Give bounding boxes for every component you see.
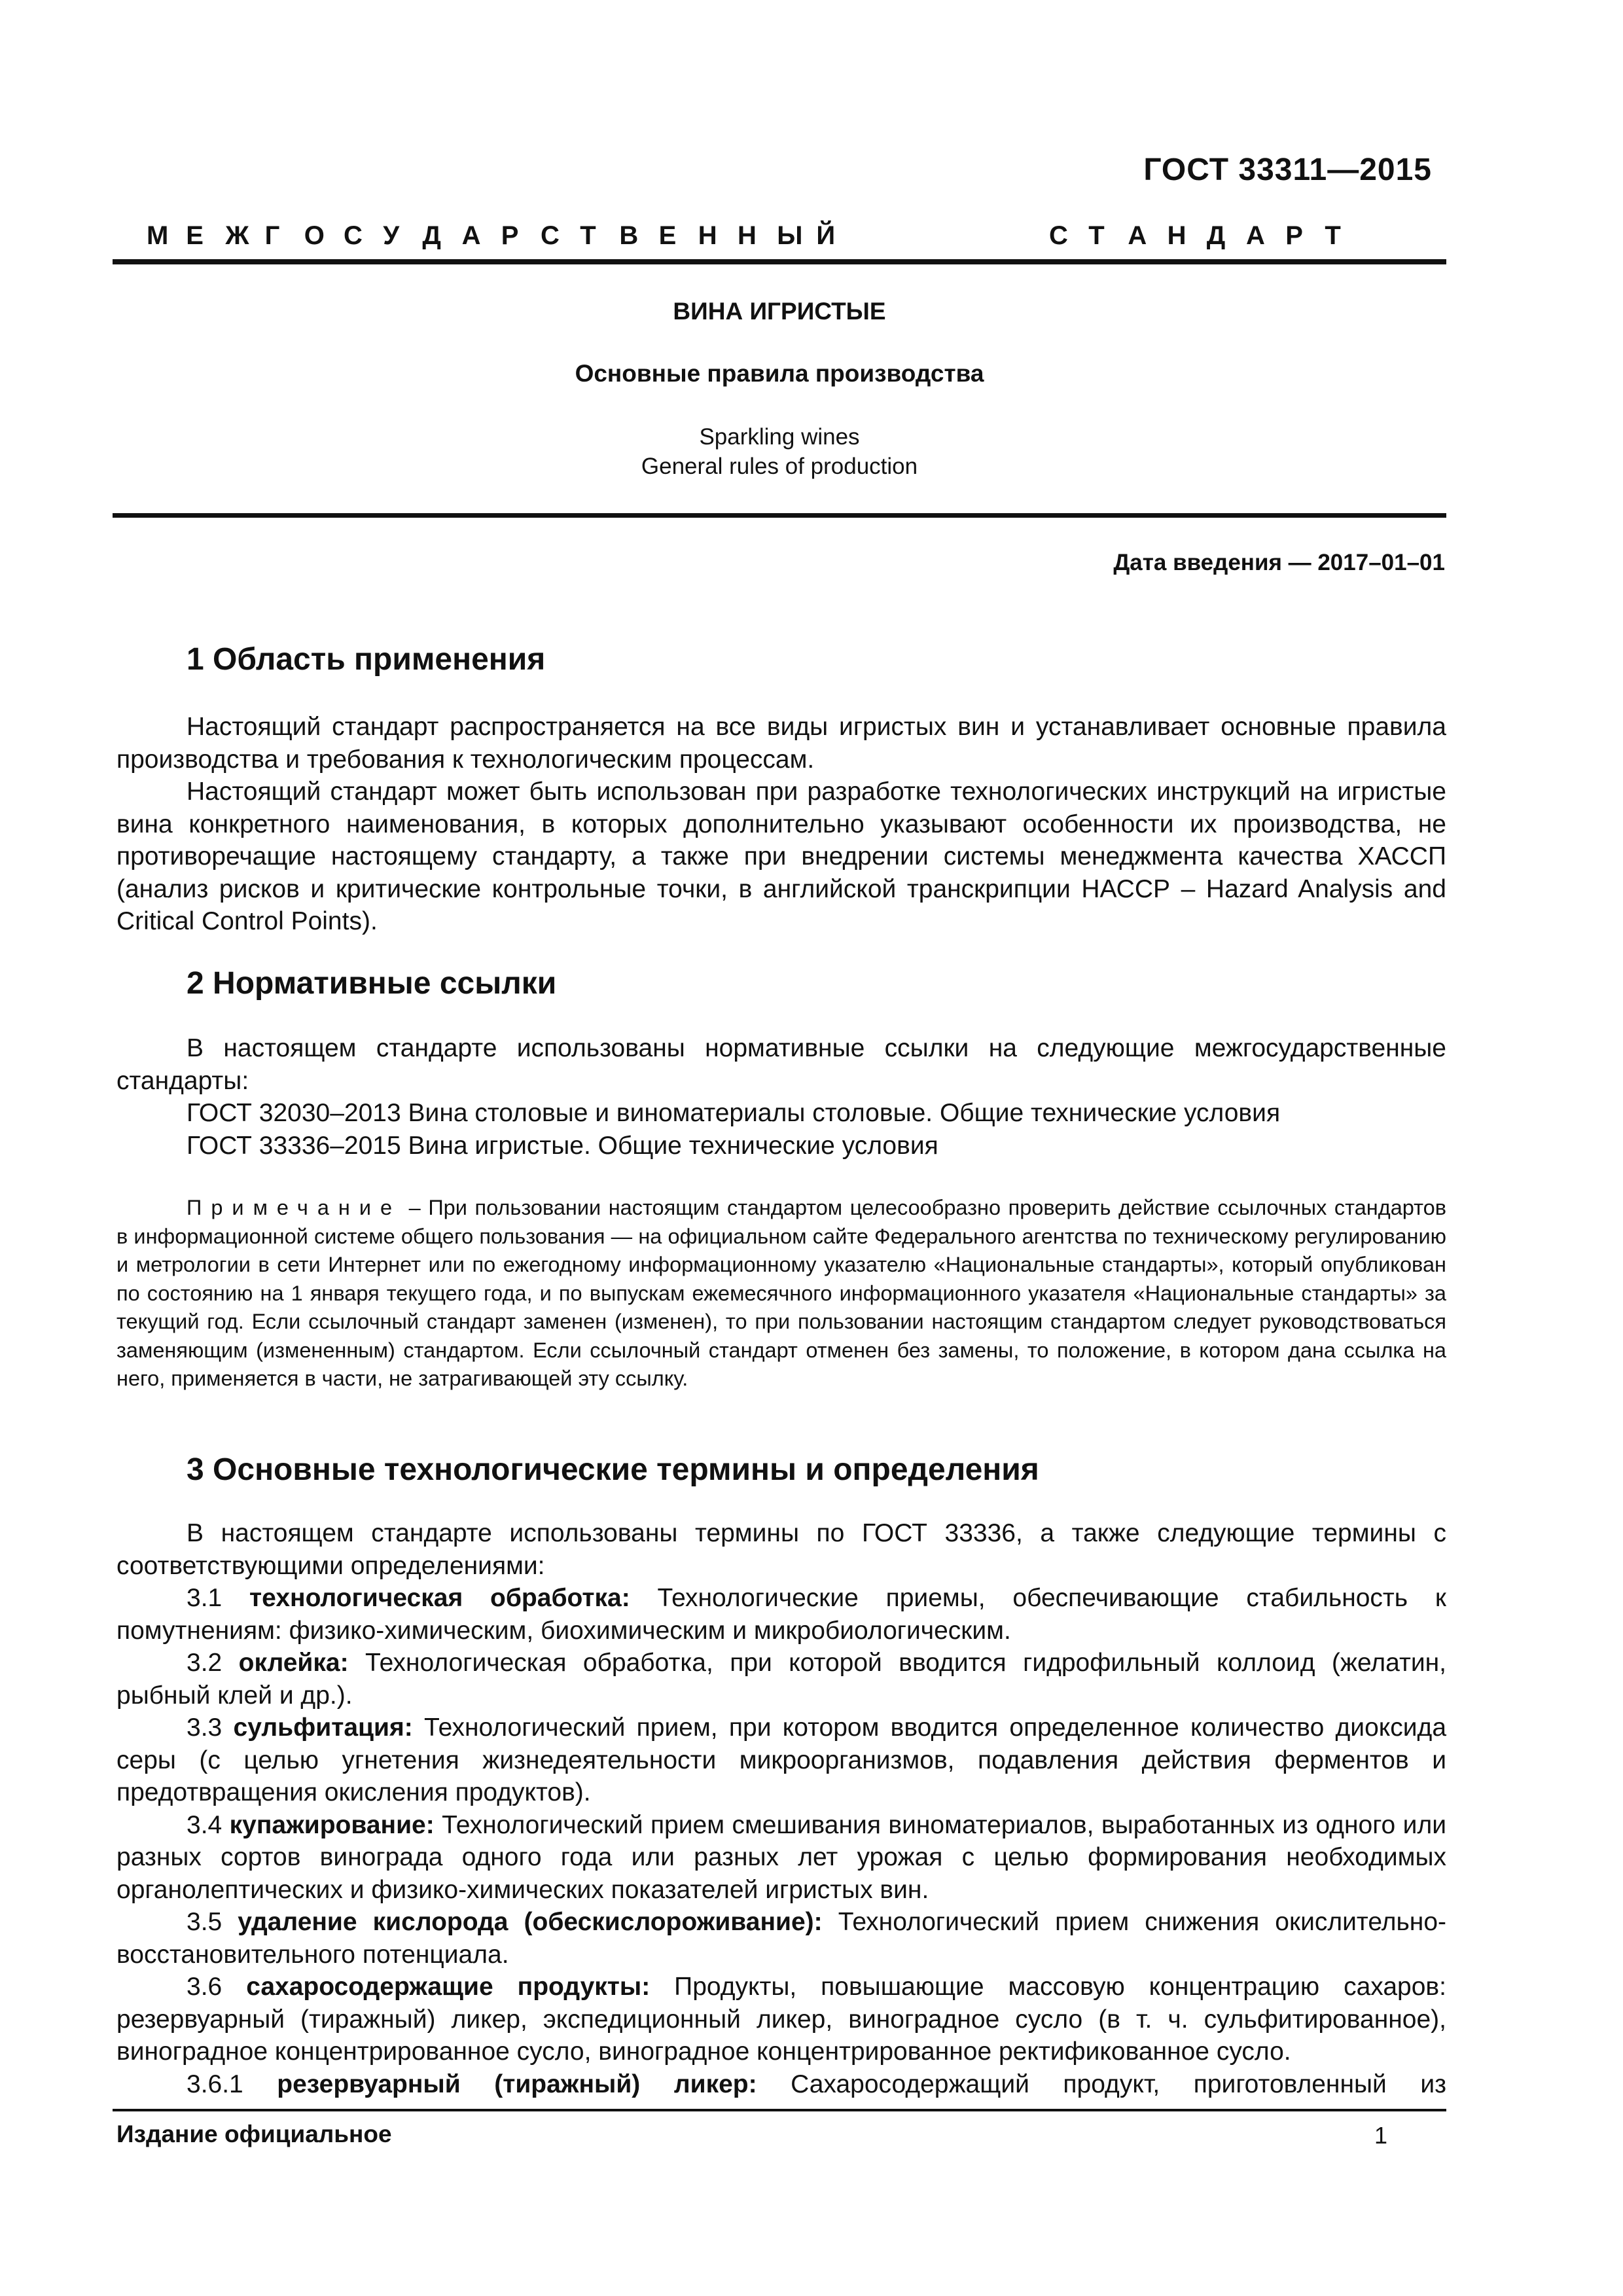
term-definition: Технологические приемы, обеспечивающие стабильность к помутнениям: физико-химическим, биохимическим и микробиологическим. — [116, 1584, 1446, 1645]
term-number: 3.2 — [187, 1649, 223, 1677]
term-3-6 — [116, 1971, 1446, 2068]
normative-reference-1: ГОСТ 32030–2013 Вина столовые и виноматериалы столовые. Общие технические условия — [187, 1099, 1281, 1127]
note-label: Примечание — [187, 1196, 402, 1219]
term-3-5 — [116, 1906, 1446, 1971]
term-number: 3.3 — [187, 1713, 223, 1742]
heading-letter: Т — [1325, 221, 1341, 250]
section-1-heading: 1 Область применения — [187, 642, 546, 677]
heading-letter: С — [541, 221, 560, 250]
term-name: оклейка: — [238, 1649, 349, 1677]
term-definition: Технологический прием смешивания виноматериалов, выработанных из одного или разных сортов винограда одного года или разных лет урожая с целью формирования необходимых органолептических и физико-химических показателей игристых вин. — [116, 1810, 1446, 1904]
header-rule — [113, 259, 1446, 264]
section-1-body — [116, 711, 1446, 938]
term-number: 3.6.1 — [187, 2070, 243, 2098]
interstate-standard-heading — [147, 221, 1390, 254]
document-title: ВИНА ИГРИСТЫЕ — [673, 298, 886, 325]
term-definition: Технологический прием, при котором вводится определенное количество диоксида серы (с целью угнетения жизнедеятельности микроорганизмов, подавления действия ферментов и предотвращения окисления продуктов). — [116, 1713, 1447, 1806]
heading-letter: Т — [580, 221, 596, 250]
section-3-intro: В настоящем стандарте использованы термины по ГОСТ 33336, а также следующие термины с соответствующими определениями: — [116, 1519, 1446, 1580]
section-3-body — [116, 1517, 1446, 2100]
gost-code: ГОСТ 33311—2015 — [1143, 152, 1432, 187]
heading-letter: С — [1049, 221, 1068, 250]
introduction-date: Дата введения — 2017–01–01 — [1113, 550, 1445, 575]
term-name: резервуарный (тиражный) ликер: — [277, 2070, 757, 2098]
official-edition-label: Издание официальное — [116, 2121, 392, 2147]
heading-letter: Е — [186, 221, 204, 250]
term-number: 3.4 — [187, 1810, 223, 1839]
term-name: сахаросодержащие продукты: — [246, 1973, 651, 2001]
heading-letter: Е — [658, 221, 677, 250]
heading-letter: О — [304, 221, 325, 250]
term-3-1 — [116, 1582, 1446, 1647]
document-subtitle: Основные правила производства — [575, 360, 984, 387]
heading-letter: Р — [501, 221, 519, 250]
section-2-note — [116, 1194, 1446, 1393]
section-1-paragraph-1: Настоящий стандарт распространяется на все виды игристых вин и устанавливает основные правила производства и требования к технологическим процессам. — [116, 713, 1446, 774]
section-2-heading: 2 Нормативные ссылки — [187, 966, 557, 1001]
section-1-paragraph-2: Настоящий стандарт может быть использован при разработке технологических инструкций на игристые вина конкретного наименования, в которых дополнительно указывают особенности их производства, не противоречащие настоящему стандарту, а также при внедрении системы менеджмента качества ХАССП (анализ рисков и критические контрольные точки, в английской транскрипции НАССР – Hazard Analysis and Critical Control Points). — [116, 778, 1446, 935]
term-definition: Технологический прием снижения окислительно-восстановительного потенциала. — [116, 1908, 1446, 1969]
heading-letter: А — [1128, 221, 1147, 250]
heading-letter: В — [619, 221, 639, 250]
heading-letter: С — [344, 221, 363, 250]
heading-letter: У — [383, 221, 400, 250]
heading-letter: А — [1246, 221, 1265, 250]
english-title — [113, 422, 1446, 481]
term-3-3 — [116, 1712, 1446, 1809]
heading-letter: Д — [1206, 221, 1226, 250]
term-definition: Технологическая обработка, при которой вводится гидрофильный коллоид (желатин, рыбный клей и др.). — [116, 1649, 1446, 1710]
term-3-6-1 — [116, 2068, 1446, 2101]
term-number: 3.5 — [187, 1908, 223, 1936]
note-text: – При пользовании настоящим стандартом целесообразно проверить действие ссылочных стандартов в информационной системе общего пользования — на официальном сайте Федерального агентства по техническому регулированию и метрологии в сети Интернет или по ежегодному информационному указателю «Национальные стандарты», который опубликован по состоянию на 1 января текущего года, и по выпускам ежемесячного информационного указателя «Национальные стандарты» за текущий год. Если ссылочный стандарт заменен (изменен), то при пользовании настоящим стандартом следует руководствоваться заменяющим (измененным) стандартом. Если ссылочный стандарт отменен без замены, то положение, в котором дана ссылка на него, применяется в части, не затрагивающей эту ссылку. — [116, 1196, 1446, 1390]
english-title-line2: General rules of production — [641, 454, 918, 479]
term-name: сульфитация: — [233, 1713, 413, 1742]
heading-letter: Т — [1088, 221, 1105, 250]
heading-letter: Н — [738, 221, 757, 250]
heading-letter: Р — [1285, 221, 1303, 250]
footer-rule — [113, 2109, 1446, 2111]
term-name: технологическая обработка: — [249, 1584, 630, 1612]
heading-letter: Н — [1167, 221, 1186, 250]
heading-letter: Г — [264, 221, 280, 250]
term-number: 3.1 — [187, 1584, 223, 1612]
title-rule — [113, 513, 1446, 518]
term-definition: Сахаросодержащий продукт, приготовленный из — [791, 2070, 1446, 2098]
term-3-2 — [116, 1647, 1446, 1712]
heading-letter: Н — [698, 221, 717, 250]
heading-letter: Ж — [225, 221, 249, 250]
term-number: 3.6 — [187, 1973, 223, 2001]
term-name: купажирование: — [229, 1810, 435, 1839]
page-number: 1 — [1374, 2122, 1388, 2149]
term-3-4 — [116, 1809, 1446, 1907]
section-2-paragraph-1: В настоящем стандарте использованы нормативные ссылки на следующие межгосударственные стандарты: — [116, 1034, 1446, 1095]
section-3-heading: 3 Основные технологические термины и определения — [187, 1452, 1039, 1487]
heading-letter: Ы — [777, 221, 803, 250]
heading-letter: Д — [422, 221, 441, 250]
normative-reference-2: ГОСТ 33336–2015 Вина игристые. Общие технические условия — [187, 1131, 938, 1160]
term-definition: Продукты, повышающие массовую концентрацию сахаров: резервуарный (тиражный) ликер, экспедиционный ликер, виноградное сусло (в т. ч. сульфитированное), виноградное концентрированное сусло, виноградное концентрированное ректификованное сусло. — [116, 1973, 1446, 2066]
heading-letter: Й — [816, 221, 836, 250]
heading-letter: А — [461, 221, 481, 250]
english-title-line1: Sparkling wines — [699, 424, 860, 450]
term-name: удаление кислорода (обескислороживание): — [238, 1908, 823, 1936]
section-2-body — [116, 1032, 1446, 1162]
heading-letter: М — [147, 221, 169, 250]
